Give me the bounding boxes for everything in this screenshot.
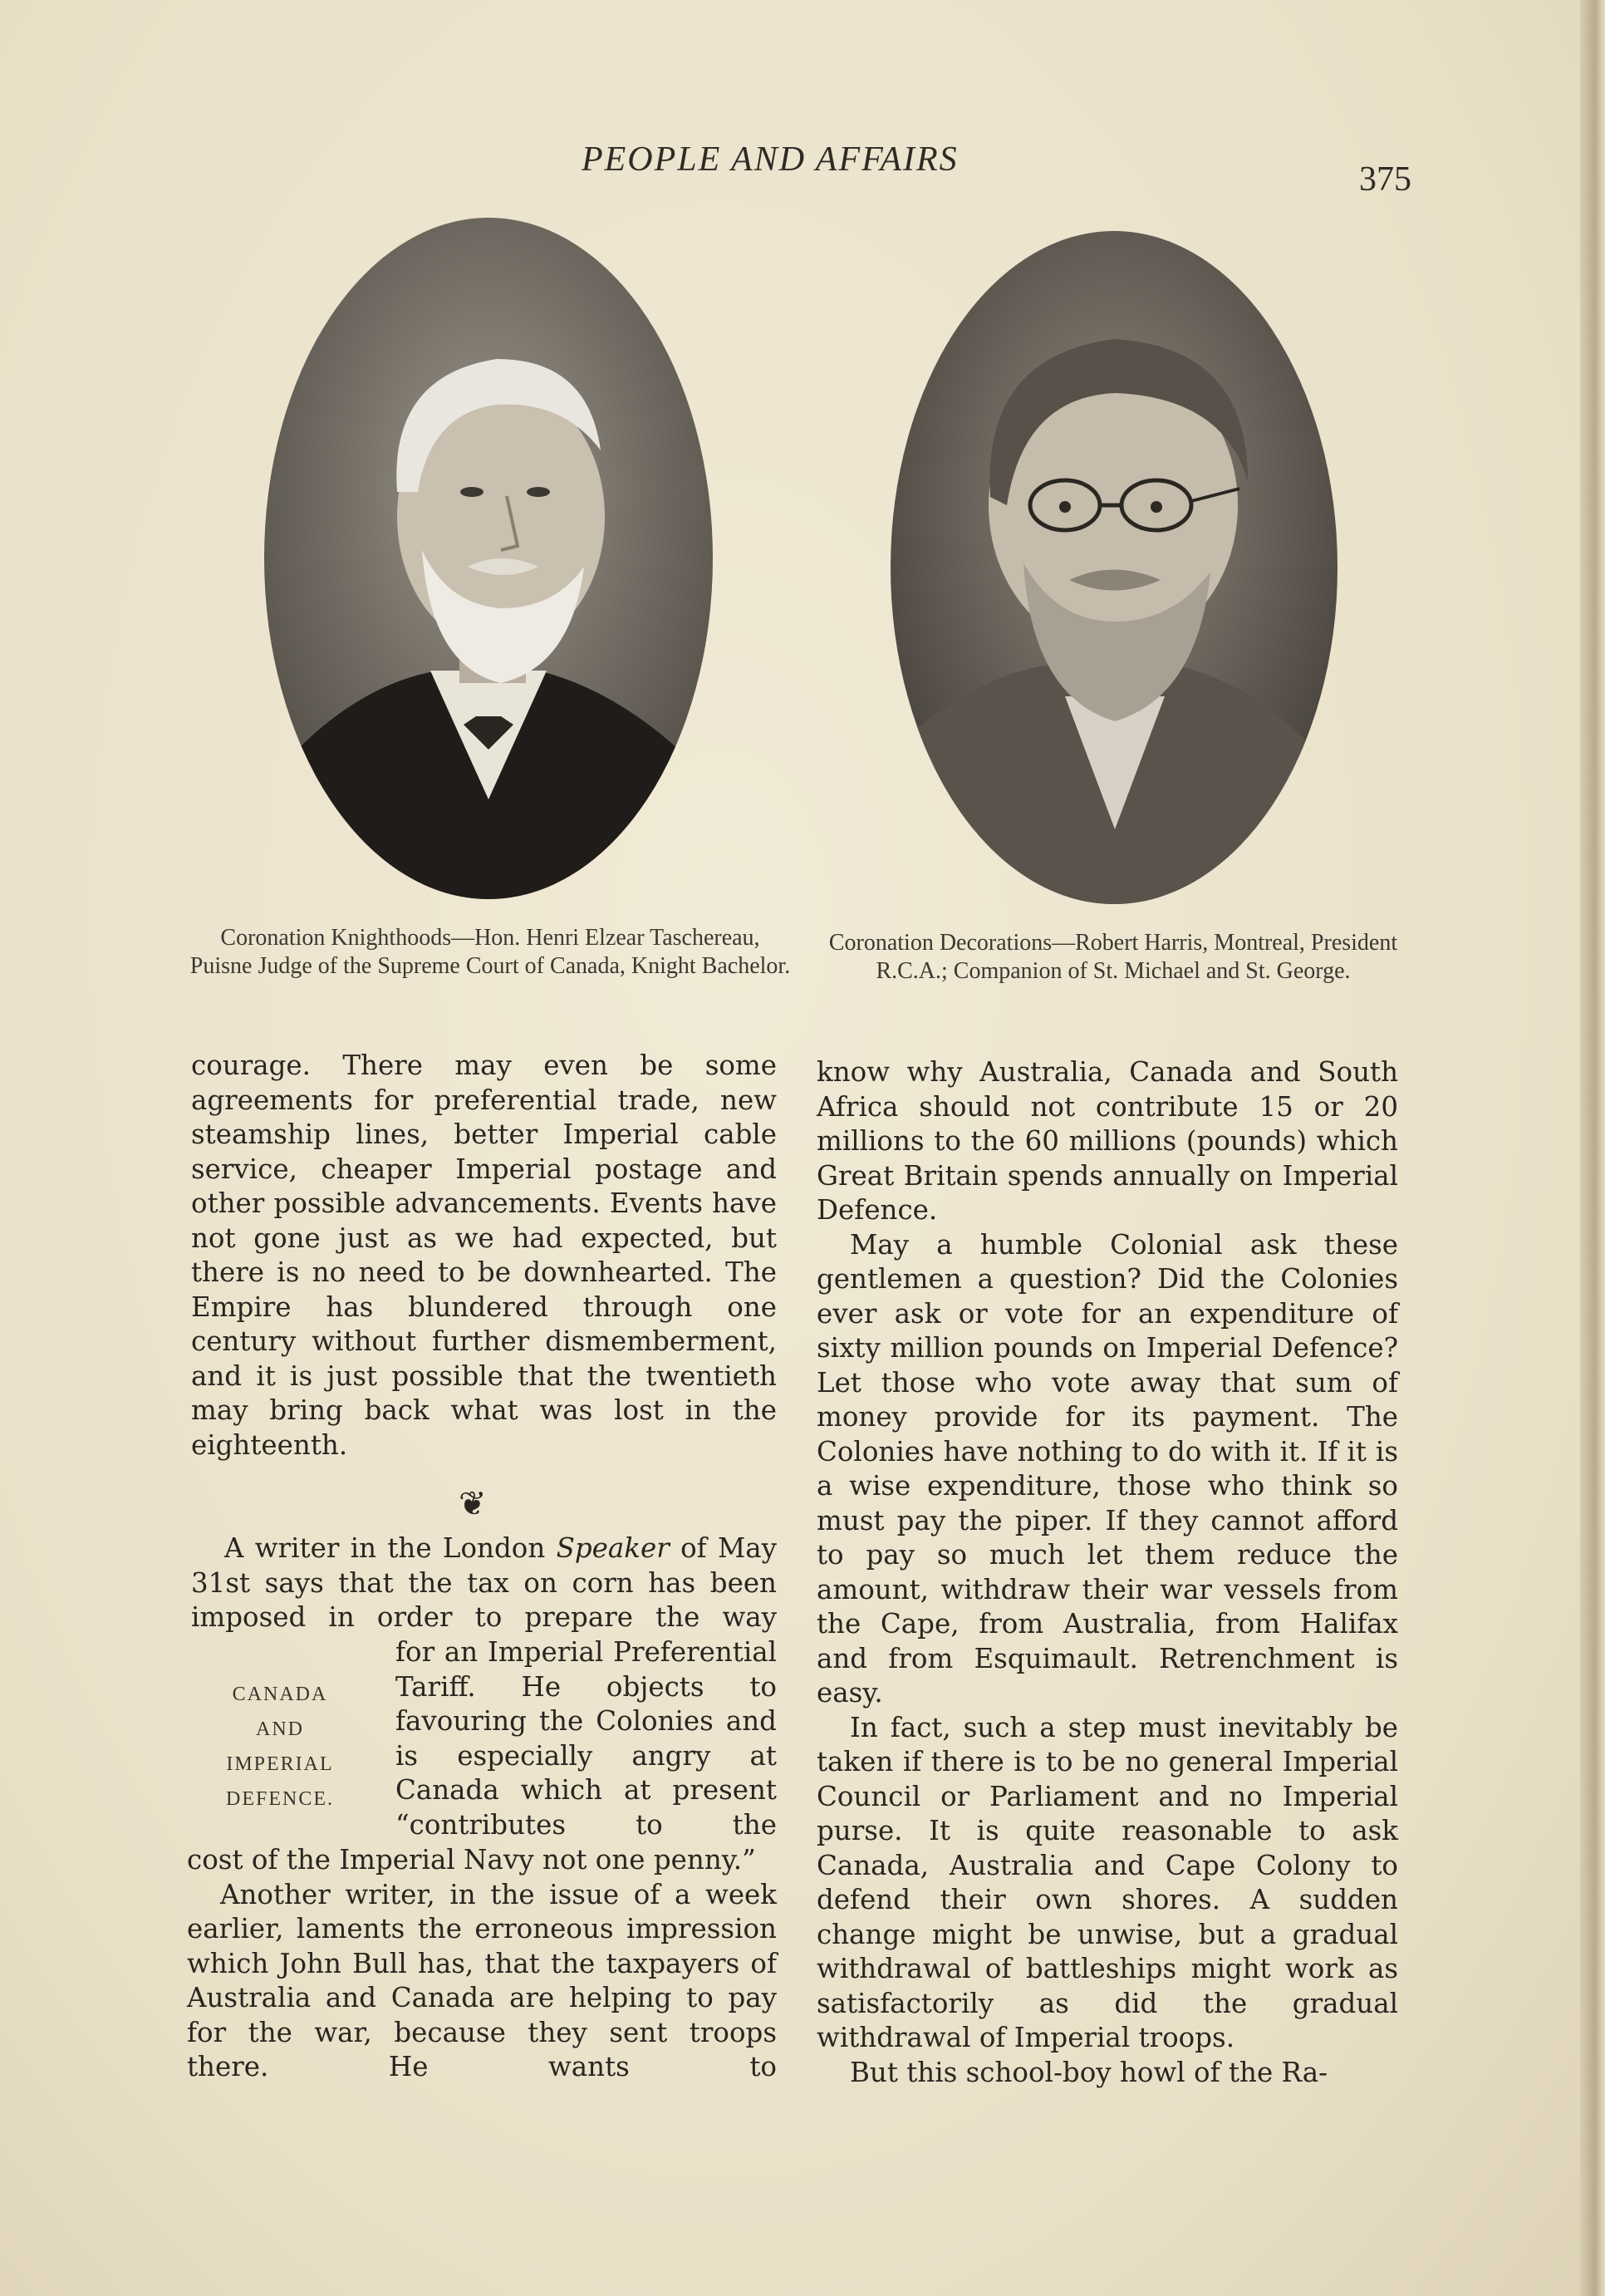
portrait-taschereau-image (264, 218, 713, 899)
speaker-italic: Speaker (556, 1532, 670, 1564)
right-column (817, 1055, 1398, 2090)
speaker-lead-text-1: A writer in the London (224, 1532, 557, 1564)
speaker-lead-text-2: of May 31st says that the tax on corn has been imposed in order to prepare the way (191, 1532, 777, 1633)
book-spine-shadow (1580, 0, 1605, 2296)
page-number: 375 (1359, 160, 1411, 199)
paragraph-humble-colonial: May a humble Colonial ask these gentlemen a question? Did the Colonies ever ask or vote for an expenditure of sixty million pounds on Imperial Defence? Let those who vote away that sum of money provide for its payment. The Colonies have nothing to do with it. If it is a wise expenditure, those who think so must pay the piper. If they cannot afford to pay so much let them reduce the amount, withdraw their war vessels from the Cape, from Australia, from Halifax and from Esquimault. Retrenchment is easy. (817, 1228, 1398, 1708)
left-column-inset (395, 1635, 777, 1842)
left-column-bottom (187, 1843, 777, 2085)
paragraph-inset: for an Imperial Preferential Tariff. He objects to favouring the Colonies and is especially angry at Canada which at present “contributes to the (395, 1636, 777, 1841)
section-ornament: ❦ (459, 1485, 487, 1523)
side-heading-line-4: DEFENCE. (226, 1788, 334, 1810)
portrait-taschereau (264, 218, 713, 899)
portrait-harris (891, 231, 1338, 904)
running-header: PEOPLE AND AFFAIRS (582, 140, 959, 179)
side-heading-line-3: IMPERIAL (226, 1753, 334, 1775)
side-heading (209, 1677, 351, 1817)
portrait-harris-image (891, 231, 1338, 904)
paragraph-know-why: know why Australia, Canada and South Africa should not contribute 15 or 20 millions to the 60 millions (pounds) which Great Britain spends annually on Imperial Defence. (817, 1056, 1398, 1226)
left-column-mid (191, 1531, 777, 1635)
paragraph-courage: courage. There may even be some agreements for preferential trade, new steamship lines, better Imperial cable service, cheaper Imperial postage and other possible advancements. Events have not gone just as we had expected, but there is no need to be downhearted. The Empire has blundered through one century without further dismemberment, and it is just possible that the twentieth may bring back what was lost in the eighteenth. (191, 1050, 777, 1461)
caption-harris: Coronation Decorations—Robert Harris, Montreal, President R.C.A.; Companion of St. Michael and St. George. (828, 930, 1398, 984)
paragraph-school-boy: But this school-boy howl of the Ra- (850, 2056, 1328, 2088)
left-column-top (191, 1049, 777, 1463)
side-heading-line-2: AND (256, 1718, 304, 1740)
caption-taschereau: Coronation Knighthoods—Hon. Henri Elzear Taschereau, Puisne Judge of the Supreme Court of Canada, Knight Bachelor. (189, 925, 791, 979)
side-heading-line-1: CANADA (232, 1684, 328, 1705)
paragraph-speaker-lead (191, 1531, 777, 1635)
paragraph-another-writer: Another writer, in the issue of a week earlier, laments the erroneous impression which John Bull has, that the taxpayers of Australia and Canada are helping to pay for the war, because they sent troops there. He wants to (187, 1878, 777, 2082)
paragraph-in-fact: In fact, such a step must inevitably be taken if there is to be no general Imperial Council or Parliament and no Imperial purse. It is quite reasonable to ask Canada, Australia and Cape Colony to defend their own shores. A sudden change might be unwise, but a gradual withdrawal of battleships might work as satisfactorily as did the gradual withdrawal of Imperial troops. (817, 1711, 1398, 2053)
paragraph-speaker-tail: cost of the Imperial Navy not one penny.” (187, 1844, 756, 1876)
